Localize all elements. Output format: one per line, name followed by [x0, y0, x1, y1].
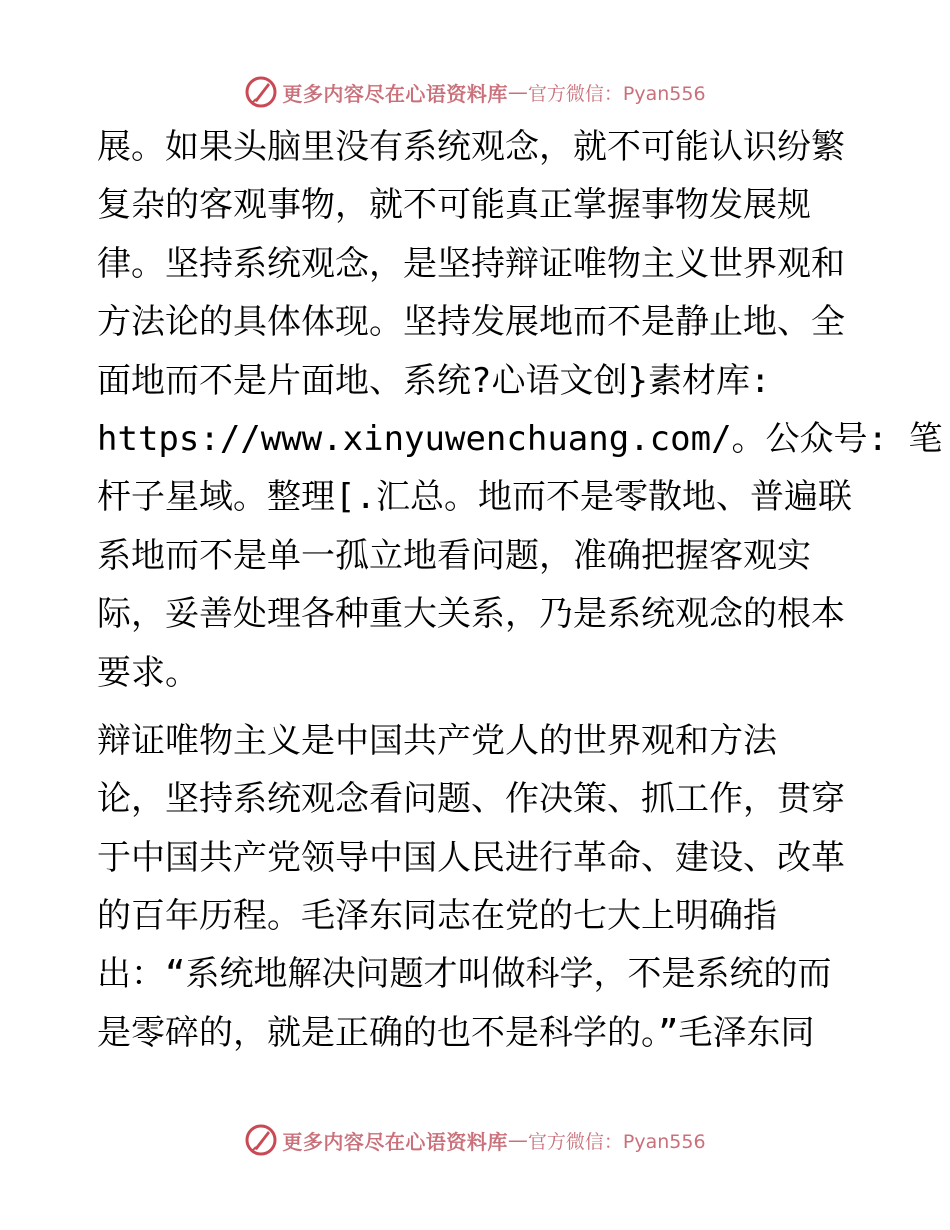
text-line: 要求。: [97, 652, 199, 693]
text-line: 辩证唯物主义是中国共产党人的世界观和方法: [97, 720, 777, 761]
text-line: 展。如果头脑里没有系统观念，就不可能认识纷繁: [97, 127, 845, 167]
text-line: 方法论的具体体现。坚持发展地而不是静止地、全: [97, 302, 845, 343]
watermark-separator: —: [507, 80, 528, 104]
text-line: 律。坚持系统观念，是坚持辩证唯物主义世界观和: [97, 243, 845, 284]
text-line: 面地而不是片面地、系统?心语文创}素材库:: [97, 360, 771, 401]
paragraph-1: [97, 118, 943, 702]
text-line: 系地而不是单一孤立地看问题，准确把握客观实: [97, 535, 811, 576]
watermark-main-text: 更多内容尽在心语资料库: [282, 1129, 508, 1154]
watermark-separator: —: [507, 1128, 528, 1152]
text-line: https://www.xinyuwenchuang.com/。公众号: 笔: [97, 418, 943, 459]
quill-logo-icon: [244, 75, 278, 109]
text-line: 是零碎的，就是正确的也不是科学的。”毛泽东同: [97, 1012, 815, 1053]
text-line: 于中国共产党领导中国人民进行革命、建设、改革: [97, 837, 845, 878]
header-watermark: [0, 72, 950, 112]
watermark-contact-text: 官方微信：Pyan556: [527, 1130, 706, 1153]
quill-logo-icon: [244, 1123, 278, 1157]
text-line: 杆子星域。整理[.汇总。地而不是零散地、普遍联: [97, 477, 852, 518]
text-line: 复杂的客观事物，就不可能真正掌握事物发展规: [97, 185, 811, 226]
text-line: 的百年历程。毛泽东同志在党的七大上明确指: [97, 896, 777, 937]
watermark-contact-text: 官方微信：Pyan556: [527, 82, 706, 105]
paragraph-2: [97, 712, 857, 1062]
document-body: [97, 118, 943, 1062]
footer-watermark: [0, 1120, 950, 1160]
text-line: 出：“系统地解决问题才叫做科学，不是系统的而: [97, 954, 832, 995]
text-line: 论，坚持系统观念看问题、作决策、抓工作，贯穿: [97, 779, 845, 820]
text-line: 际，妥善处理各种重大关系，乃是系统观念的根本: [97, 594, 845, 635]
watermark-main-text: 更多内容尽在心语资料库: [282, 81, 508, 106]
